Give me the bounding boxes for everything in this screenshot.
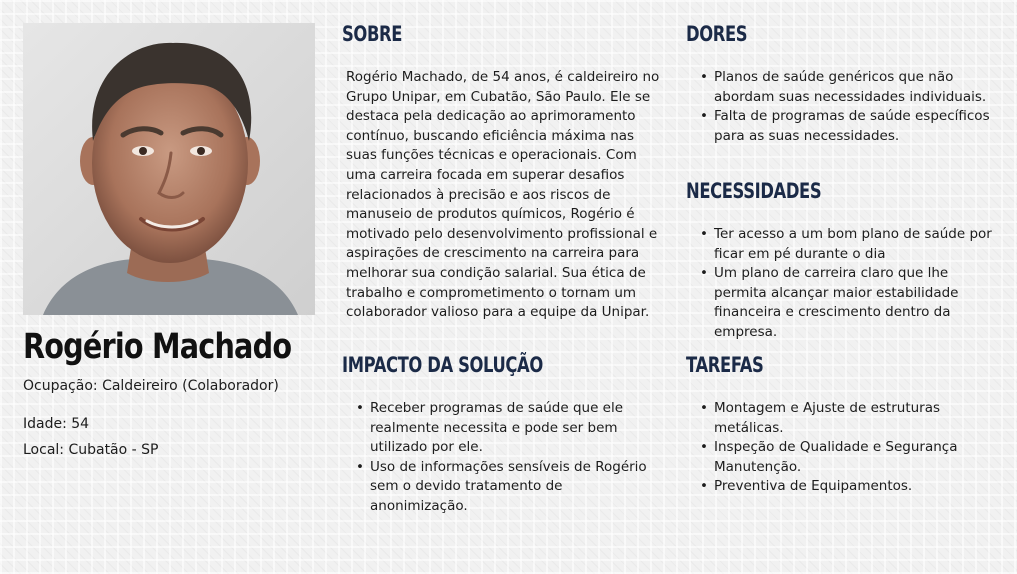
persona-name: Rogério Machado [23,327,292,367]
impacto-title: IMPACTO DA SOLUÇÃO [342,353,543,377]
necessidades-title: NECESSIDADES [686,179,822,203]
persona-location: Local: Cubatão - SP [23,442,159,458]
persona-occupation: Ocupação: Caldeireiro (Colaborador) [23,378,279,394]
list-item: • Preventiva de Equipamentos. [700,477,990,497]
list-item: • Inspeção de Qualidade e Segurança Manutenção. [700,438,990,477]
sobre-title: SOBRE [342,22,403,46]
list-item: • Falta de programas de saúde específicos para as suas necessidades. [700,107,1005,146]
list-item: • Planos de saúde genéricos que não abordam suas necessidades individuais. [700,68,1005,107]
list-item: • Uso de informações sensíveis de Rogério sem o devido tratamento de anonimização. [356,458,656,517]
impacto-list [356,399,656,517]
list-item: • Montagem e Ajuste de estruturas metálicas. [700,399,990,438]
sobre-text: Rogério Machado, de 54 anos, é caldeireiro no Grupo Unipar, em Cubatão, São Paulo. Ele se destaca pela dedicação ao aprimoramento contínuo, buscando eficiência máxima nas suas funções técnicas e operacionais. Com uma carreira focada em superar desafios relacionados à precisão e aos riscos de manuseio de produtos químicos, Rogério é motivado pelo desenvolvimento profissional e aspirações de crescimento na carreira para melhorar sua condição salarial. Sua ética de trabalho e comprometimento o tornam um colaborador valioso para a equipe da Unipar. [346,69,660,321]
list-item: • Um plano de carreira claro que lhe permita alcançar maior estabilidade financeira e crescimento dentro da empresa. [700,264,1005,342]
dores-title: DORES [686,22,748,46]
list-item: • Ter acesso a um bom plano de saúde por ficar em pé durante o dia [700,225,1005,264]
persona-age: Idade: 54 [23,416,90,432]
persona-photo [23,23,315,315]
tarefas-list [700,399,990,497]
list-item: • Receber programas de saúde que ele realmente necessita e pode ser bem utilizado por ele. [356,399,656,458]
necessidades-list [700,225,1005,343]
dores-list [700,68,1005,146]
tarefas-title: TAREFAS [686,353,764,377]
